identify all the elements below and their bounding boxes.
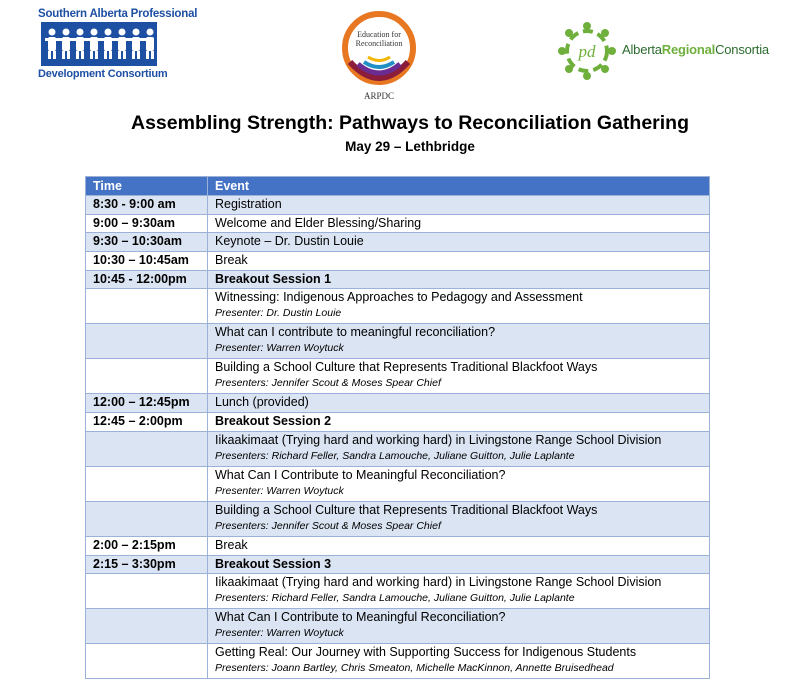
- row-event: [208, 214, 710, 233]
- row-time: [86, 359, 208, 394]
- row-event: [208, 466, 710, 501]
- schedule-table: [85, 176, 710, 679]
- table-row: [86, 431, 710, 466]
- table-row: [86, 289, 710, 324]
- event-presenter: Presenters: Richard Feller, Sandra Lamouche, Juliane Guitton, Julie Laplante: [215, 449, 575, 462]
- sapdc-people-icon: [41, 22, 157, 66]
- row-time: 10:30 – 10:45am: [86, 252, 208, 271]
- row-event: [208, 574, 710, 609]
- table-row: [86, 324, 710, 359]
- table-row: [86, 555, 710, 574]
- row-time: 9:30 – 10:30am: [86, 233, 208, 252]
- table-row: [86, 574, 710, 609]
- session-title: Breakout Session 3: [215, 556, 332, 571]
- row-event: [208, 431, 710, 466]
- arc-brand-part1: Alberta: [622, 42, 662, 57]
- table-row: [86, 270, 710, 289]
- row-time: 12:45 – 2:00pm: [86, 413, 208, 432]
- arc-brand: [622, 42, 769, 57]
- row-time: [86, 324, 208, 359]
- header-time: Time: [86, 177, 208, 196]
- table-row: [86, 233, 710, 252]
- row-event: [208, 196, 710, 215]
- event-title: Break: [215, 253, 248, 268]
- event-presenter: Presenter: Warren Woytuck: [215, 484, 344, 497]
- row-time: [86, 501, 208, 536]
- arpdc-logo: [336, 8, 422, 100]
- row-time: 8:30 - 9:00 am: [86, 196, 208, 215]
- sapdc-logo-line2: Development Consortium: [38, 68, 168, 80]
- row-event: [208, 609, 710, 644]
- row-time: [86, 466, 208, 501]
- row-time: 12:00 – 12:45pm: [86, 394, 208, 413]
- sapdc-logo: [38, 8, 198, 88]
- row-time: [86, 431, 208, 466]
- row-event: [208, 359, 710, 394]
- table-row: [86, 536, 710, 555]
- event-title: What can I contribute to meaningful reconciliation?: [215, 325, 496, 340]
- event-title: Keynote – Dr. Dustin Louie: [215, 234, 364, 249]
- table-row: [86, 609, 710, 644]
- arpdc-ring-text: Education for Reconciliation: [355, 30, 403, 48]
- event-presenter: Presenter: Warren Woytuck: [215, 342, 344, 355]
- table-row: [86, 196, 710, 215]
- row-time: [86, 574, 208, 609]
- sapdc-logo-line1: Southern Alberta Professional: [38, 8, 198, 20]
- session-title: Breakout Session 1: [215, 271, 332, 286]
- table-row: [86, 394, 710, 413]
- event-presenter: Presenters: Richard Feller, Sandra Lamouche, Juliane Guitton, Julie Laplante: [215, 592, 575, 605]
- event-title: Building a School Culture that Represents Traditional Blackfoot Ways: [215, 360, 598, 375]
- row-event: [208, 413, 710, 432]
- event-title: Iikaakimaat (Trying hard and working hard) in Livingstone Range School Division: [215, 432, 662, 447]
- row-event: [208, 644, 710, 679]
- row-time: 2:00 – 2:15pm: [86, 536, 208, 555]
- table-row: [86, 501, 710, 536]
- table-row: [86, 252, 710, 271]
- row-time: [86, 644, 208, 679]
- event-title: Iikaakimaat (Trying hard and working hard) in Livingstone Range School Division: [215, 575, 662, 590]
- event-presenter: Presenters: Joann Bartley, Chris Smeaton, Michelle MacKinnon, Annette Bruisedhead: [215, 662, 614, 675]
- event-title: What Can I Contribute to Meaningful Reconciliation?: [215, 610, 506, 625]
- row-event: [208, 252, 710, 271]
- event-title: Getting Real: Our Journey with Supporting Success for Indigenous Students: [215, 645, 637, 660]
- table-row: [86, 359, 710, 394]
- row-event: [208, 233, 710, 252]
- event-title: Lunch (provided): [215, 395, 309, 410]
- arc-logo: [556, 20, 769, 82]
- table-row: [86, 644, 710, 679]
- reconciliation-emblem-icon: [336, 8, 422, 92]
- table-row: [86, 413, 710, 432]
- arc-brand-part3: Consortia: [715, 42, 769, 57]
- table-row: [86, 466, 710, 501]
- session-title: Breakout Session 2: [215, 414, 332, 429]
- row-time: 9:00 – 9:30am: [86, 214, 208, 233]
- table-row: [86, 214, 710, 233]
- event-presenter: Presenters: Jennifer Scout & Moses Spear Chief: [215, 519, 441, 532]
- row-time: [86, 289, 208, 324]
- row-event: [208, 394, 710, 413]
- arpdc-caption: ARPDC: [363, 91, 394, 101]
- event-title: Welcome and Elder Blessing/Sharing: [215, 215, 422, 230]
- arc-mark: pd: [578, 42, 596, 61]
- header-event: Event: [208, 177, 710, 196]
- event-title: Building a School Culture that Represents Traditional Blackfoot Ways: [215, 502, 598, 517]
- event-title: What Can I Contribute to Meaningful Reconciliation?: [215, 467, 506, 482]
- event-title: Registration: [215, 197, 282, 211]
- row-event: [208, 555, 710, 574]
- event-title: Break: [215, 537, 248, 552]
- event-presenter: Presenters: Jennifer Scout & Moses Spear Chief: [215, 377, 441, 390]
- row-event: [208, 501, 710, 536]
- row-time: 10:45 - 12:00pm: [86, 270, 208, 289]
- arc-people-ring-icon: [556, 20, 618, 82]
- arc-brand-part2: Regional: [661, 42, 716, 57]
- row-event: [208, 536, 710, 555]
- event-presenter: Presenter: Warren Woytuck: [215, 627, 344, 640]
- event-presenter: Presenter: Dr. Dustin Louie: [215, 307, 342, 320]
- row-time: 2:15 – 3:30pm: [86, 555, 208, 574]
- row-event: [208, 289, 710, 324]
- page-title: Assembling Strength: Pathways to Reconciliation Gathering: [131, 112, 689, 134]
- event-title: Witnessing: Indigenous Approaches to Pedagogy and Assessment: [215, 290, 583, 305]
- page-subtitle: May 29 – Lethbridge: [345, 139, 475, 154]
- table-header-row: [86, 177, 710, 196]
- row-event: [208, 270, 710, 289]
- row-time: [86, 609, 208, 644]
- row-event: [208, 324, 710, 359]
